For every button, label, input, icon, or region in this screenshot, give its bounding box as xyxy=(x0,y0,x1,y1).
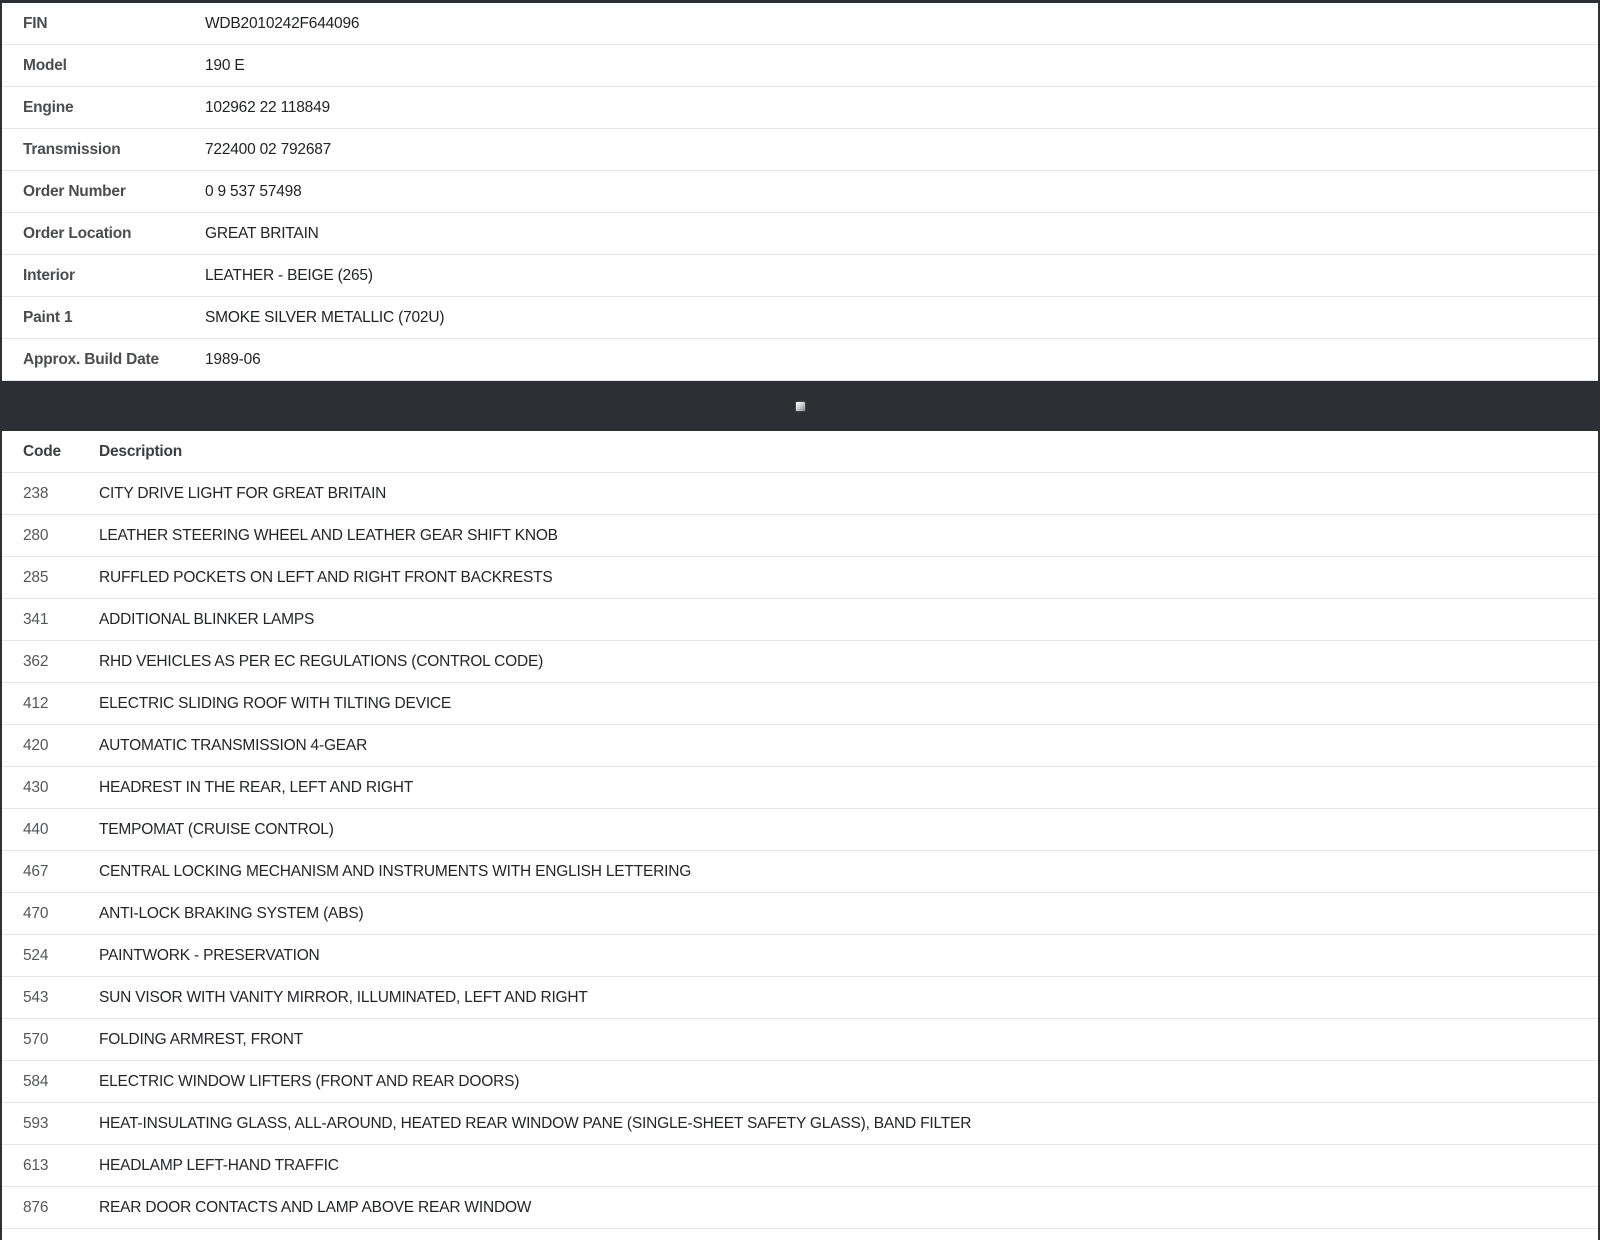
vehicle-info-row xyxy=(2,171,1598,213)
option-code: 593 xyxy=(23,1114,49,1132)
option-code-row xyxy=(2,893,1598,935)
option-description: HEADLAMP LEFT-HAND TRAFFIC xyxy=(99,1156,339,1174)
vehicle-info-row xyxy=(2,255,1598,297)
option-code-row xyxy=(2,557,1598,599)
option-code: 470 xyxy=(23,904,49,922)
info-value: SMOKE SILVER METALLIC (702U) xyxy=(205,308,445,326)
option-description: ELECTRIC SLIDING ROOF WITH TILTING DEVICE xyxy=(99,694,452,712)
option-code: 238 xyxy=(23,484,49,502)
option-code-row xyxy=(2,1103,1598,1145)
option-description: RHD VEHICLES AS PER EC REGULATIONS (CONTROL CODE) xyxy=(99,652,544,670)
option-description: CITY DRIVE LIGHT FOR GREAT BRITAIN xyxy=(99,484,387,502)
vehicle-info-row xyxy=(2,297,1598,339)
option-code: 285 xyxy=(23,568,49,586)
option-code-row xyxy=(2,1145,1598,1187)
info-value: 102962 22 118849 xyxy=(205,98,330,116)
option-codes-table xyxy=(2,431,1598,1229)
option-code-row xyxy=(2,767,1598,809)
option-code: 543 xyxy=(23,988,49,1006)
vehicle-info-row xyxy=(2,129,1598,171)
description-column-header: Description xyxy=(99,442,183,460)
info-value: 0 9 537 57498 xyxy=(205,182,302,200)
option-description: LEATHER STEERING WHEEL AND LEATHER GEAR SHIFT KNOB xyxy=(99,526,558,544)
option-description: ANTI-LOCK BRAKING SYSTEM (ABS) xyxy=(99,904,364,922)
vehicle-info-row xyxy=(2,3,1598,45)
option-code: 412 xyxy=(23,694,49,712)
vehicle-info-row xyxy=(2,45,1598,87)
option-code-row xyxy=(2,809,1598,851)
info-label: Interior xyxy=(23,266,75,284)
info-value: 190 E xyxy=(205,56,245,74)
option-code: 613 xyxy=(23,1156,49,1174)
option-description: RUFFLED POCKETS ON LEFT AND RIGHT FRONT BACKRESTS xyxy=(99,568,553,586)
option-description: SUN VISOR WITH VANITY MIRROR, ILLUMINATED, LEFT AND RIGHT xyxy=(99,988,588,1006)
option-code-row xyxy=(2,515,1598,557)
vehicle-info-row xyxy=(2,87,1598,129)
option-description: FOLDING ARMREST, FRONT xyxy=(99,1030,304,1048)
option-description: TEMPOMAT (CRUISE CONTROL) xyxy=(99,820,334,838)
vehicle-info-row xyxy=(2,339,1598,381)
option-description: AUTOMATIC TRANSMISSION 4-GEAR xyxy=(99,736,368,754)
info-label: Engine xyxy=(23,98,74,116)
info-value: GREAT BRITAIN xyxy=(205,224,319,242)
info-label: Order Number xyxy=(23,182,126,200)
info-value: WDB2010242F644096 xyxy=(205,14,360,32)
option-code: 420 xyxy=(23,736,49,754)
option-code: 440 xyxy=(23,820,49,838)
option-description: CENTRAL LOCKING MECHANISM AND INSTRUMENTS WITH ENGLISH LETTERING xyxy=(99,862,692,880)
option-code-row xyxy=(2,977,1598,1019)
info-label: FIN xyxy=(23,14,48,32)
option-code: 584 xyxy=(23,1072,49,1090)
info-value: 722400 02 792687 xyxy=(205,140,332,158)
option-code-row xyxy=(2,725,1598,767)
option-code-row xyxy=(2,1187,1598,1229)
info-label: Approx. Build Date xyxy=(23,350,159,368)
option-description: HEAT-INSULATING GLASS, ALL-AROUND, HEATED REAR WINDOW PANE (SINGLE-SHEET SAFETY GLASS), BAND FILTER xyxy=(99,1114,972,1132)
info-value: LEATHER - BEIGE (265) xyxy=(205,266,373,284)
option-code: 362 xyxy=(23,652,49,670)
option-description: PAINTWORK - PRESERVATION xyxy=(99,946,320,964)
option-description: ADDITIONAL BLINKER LAMPS xyxy=(99,610,315,628)
option-code-row xyxy=(2,935,1598,977)
option-code-row xyxy=(2,851,1598,893)
broken-image-icon xyxy=(796,402,805,411)
code-column-header: Code xyxy=(23,442,61,460)
info-label: Transmission xyxy=(23,140,121,158)
option-code-row xyxy=(2,473,1598,515)
option-code: 570 xyxy=(23,1030,49,1048)
info-label: Paint 1 xyxy=(23,308,73,326)
vehicle-info-row xyxy=(2,213,1598,255)
info-value: 1989-06 xyxy=(205,350,261,368)
option-code-row xyxy=(2,641,1598,683)
option-code: 876 xyxy=(23,1198,49,1216)
section-divider-band xyxy=(2,381,1598,431)
option-codes-header-row xyxy=(2,431,1598,473)
option-code-row xyxy=(2,599,1598,641)
option-code-row xyxy=(2,1019,1598,1061)
option-code: 280 xyxy=(23,526,49,544)
option-description: ELECTRIC WINDOW LIFTERS (FRONT AND REAR DOORS) xyxy=(99,1072,520,1090)
option-code: 467 xyxy=(23,862,49,880)
option-code: 430 xyxy=(23,778,49,796)
info-label: Model xyxy=(23,56,67,74)
option-code: 524 xyxy=(23,946,49,964)
vehicle-info-table xyxy=(2,3,1598,381)
option-description: REAR DOOR CONTACTS AND LAMP ABOVE REAR WINDOW xyxy=(99,1198,532,1216)
info-label: Order Location xyxy=(23,224,132,242)
option-code: 341 xyxy=(23,610,49,628)
option-code-row xyxy=(2,683,1598,725)
option-codes-table-body xyxy=(2,473,1598,1229)
option-code-row xyxy=(2,1061,1598,1103)
option-description: HEADREST IN THE REAR, LEFT AND RIGHT xyxy=(99,778,414,796)
